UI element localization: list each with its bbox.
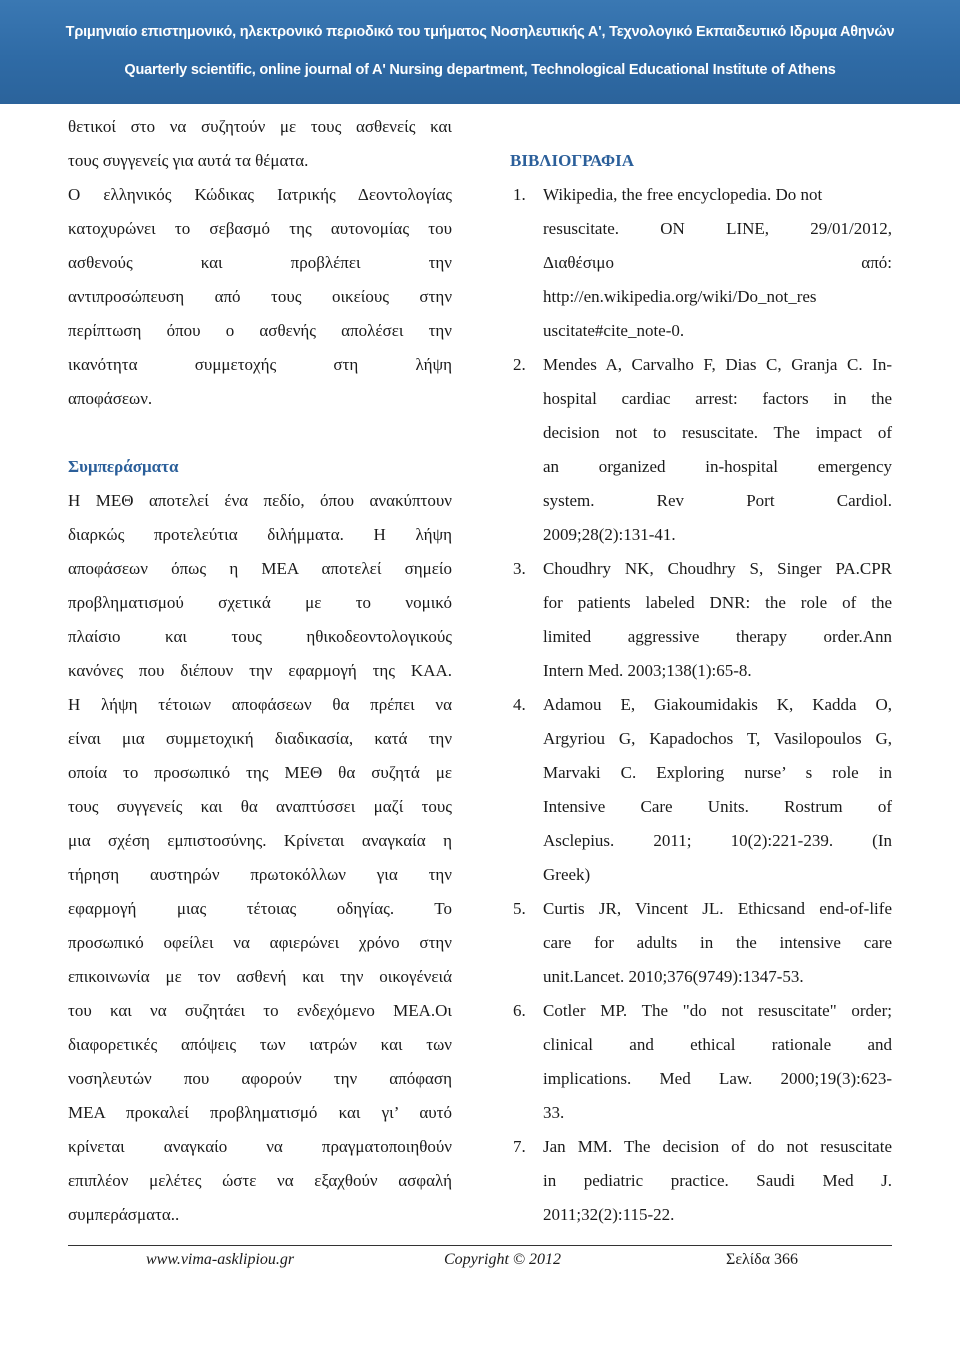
text-line: κατοχυρώνει το σεβασμό της αυτονομίας του — [68, 219, 452, 238]
text-line: ΜΕΑ προκαλεί προβληματισμό και γι’ αυτό — [68, 1103, 452, 1122]
text-line: εφαρμογή μιας τέτοιας οδηγίας. Το — [68, 899, 452, 918]
reference-number: 4. — [513, 695, 526, 714]
reference-line: Adamou E, Giakoumidakis K, Kadda O, — [543, 695, 892, 714]
text-line: Η λήψη τέτοιων αποφάσεων θα πρέπει να — [68, 695, 452, 714]
journal-title-greek: Τριμηνιαίο επιστημονικό, ηλεκτρονικό περιοδικό του τμήματος Νοσηλευτικής Α', Τεχνολογικό Εκπαιδευτικό Ιδρυμα Αθηνών — [65, 24, 895, 40]
reference-line: decision not to resuscitate. The impact of — [543, 423, 892, 442]
reference-line: for patients labeled DNR: the role of the — [543, 593, 892, 612]
footer-page-number: Σελίδα 366 — [726, 1251, 799, 1268]
journal-title-english: Quarterly scientific, online journal of A' Nursing department, Technological Educational Institute of Athens — [124, 62, 836, 78]
reference-line: 33. — [543, 1103, 565, 1122]
reference-item — [510, 348, 892, 552]
reference-line: Choudhry NK, Choudhry S, Singer PA.CPR — [543, 559, 892, 578]
text-line: ασθενούς και προβλέπει την — [68, 253, 452, 272]
reference-line: Cotler MP. The "do not resuscitate" order; — [543, 1001, 892, 1020]
text-line: προσωπικό οφείλει να αφιερώνει χρόνο στην — [68, 933, 452, 952]
text-line: επιπλέον μελέτες ώστε να εξαχθούν ασφαλή — [68, 1171, 452, 1190]
reference-line: system. Rev Port Cardiol. — [543, 491, 892, 510]
left-column — [68, 110, 452, 1232]
footer-website-link[interactable]: www.vima-asklipiou.gr — [146, 1251, 295, 1268]
text-line: τους συγγενείς για αυτά τα θέματα. — [68, 151, 309, 170]
reference-item — [510, 178, 892, 348]
reference-item — [510, 688, 892, 892]
right-column-bibliography — [510, 110, 892, 1232]
reference-line: Argyriou G, Kapadochos T, Vasilopoulos G, — [543, 729, 892, 748]
text-line: Ο ελληνικός Κώδικας Ιατρικής Δεοντολογίας — [68, 185, 452, 204]
reference-item — [510, 892, 892, 994]
text-line: τους συγγενείς και θα αναπτύσσει μαζί τους — [68, 797, 452, 816]
reference-item — [510, 994, 892, 1130]
text-line: περίπτωση όπου ο ασθενής απολέσει την — [68, 321, 452, 340]
reference-line: Curtis JR, Vincent JL. Ethicsand end-of-life — [543, 899, 892, 918]
section-heading-conclusions: Συμπεράσματα — [68, 457, 179, 476]
reference-line: limited aggressive therapy order.Ann — [543, 627, 892, 646]
reference-line: Διαθέσιμο από: — [543, 253, 892, 272]
reference-number: 5. — [513, 899, 526, 918]
reference-number: 1. — [513, 185, 526, 204]
reference-line: an organized in-hospital emergency — [543, 457, 892, 476]
footer-copyright: Copyright © 2012 — [444, 1251, 562, 1268]
reference-line: Wikipedia, the free encyclopedia. Do not — [543, 185, 823, 204]
reference-number: 2. — [513, 355, 526, 374]
reference-line: Asclepius. 2011; 10(2):221-239. (In — [543, 831, 892, 850]
text-line: επικοινωνία με τον ασθενή και την οικογένειά — [68, 967, 452, 986]
reference-line: unit.Lancet. 2010;376(9749):1347-53. — [543, 967, 804, 986]
bibliography-heading: ΒΙΒΛΙΟΓΡΑΦΙΑ — [510, 151, 635, 170]
text-line: τήρηση αυστηρών πρωτοκόλλων για την — [68, 865, 452, 884]
reference-number: 3. — [513, 559, 526, 578]
text-line: κανόνες που διέπουν την εφαρμογή της ΚΑΑ. — [68, 661, 452, 680]
reference-line: uscitate#cite_note-0. — [543, 321, 685, 340]
reference-line: 2011;32(2):115-22. — [543, 1205, 675, 1224]
reference-line: Marvaki C. Exploring nurse’ s role in — [543, 763, 892, 782]
text-line: του και να συζητάει το ενδεχόμενο ΜΕΑ.Οι — [68, 1001, 452, 1020]
text-line: είναι μια συμμετοχική διαδικασία, κατά την — [68, 729, 452, 748]
text-line: κρίνεται αναγκαίο να πραγματοποιηθούν — [68, 1137, 452, 1156]
reference-item — [510, 552, 892, 688]
reference-line: http://en.wikipedia.org/wiki/Do_not_res — [543, 287, 817, 306]
text-line: αντιπροσώπευση από τους οικείους στην — [68, 287, 452, 306]
text-line: αποφάσεων. — [68, 389, 153, 408]
reference-line: implications. Med Law. 2000;19(3):623- — [543, 1069, 892, 1088]
text-line: προβληματισμού σχετικά με το νομικό — [68, 593, 452, 612]
text-line: πλαίσιο και τους ηθικοδεοντολογικούς — [68, 627, 452, 646]
text-line: συμπεράσματα.. — [68, 1205, 180, 1224]
text-line: μια σχέση εμπιστοσύνης. Κρίνεται αναγκαία η — [68, 831, 452, 850]
text-line: διαρκώς προτελεύτια διλήμματα. Η λήψη — [68, 525, 452, 544]
reference-line: hospital cardiac arrest: factors in the — [543, 389, 892, 408]
reference-line: Greek) — [543, 865, 591, 884]
journal-header-banner — [0, 0, 960, 104]
reference-number: 6. — [513, 1001, 526, 1020]
text-line: θετικοί στο να συζητούν με τους ασθενείς και — [68, 117, 452, 136]
text-line: νοσηλευτών που αφορούν την απόφαση — [68, 1069, 452, 1088]
text-line: Η ΜΕΘ αποτελεί ένα πεδίο, όπου ανακύπτουν — [68, 491, 452, 510]
reference-item — [510, 1130, 892, 1232]
text-line: διαφορετικές απόψεις των ιατρών και των — [68, 1035, 452, 1054]
footer-divider — [68, 1245, 892, 1246]
reference-line: Intern Med. 2003;138(1):65-8. — [543, 661, 752, 680]
reference-line: resuscitate. ON LINE, 29/01/2012, — [543, 219, 892, 238]
reference-line: care for adults in the intensive care — [543, 933, 892, 952]
text-line: ικανότητα συμμετοχής στη λήψη — [68, 355, 452, 374]
reference-line: Jan MM. The decision of do not resuscitate — [543, 1137, 892, 1156]
text-line: αποφάσεων όπως η ΜΕΑ αποτελεί σημείο — [68, 559, 452, 578]
reference-line: in pediatric practice. Saudi Med J. — [543, 1171, 892, 1190]
reference-number: 7. — [513, 1137, 526, 1156]
reference-line: 2009;28(2):131-41. — [543, 525, 676, 544]
text-line: οποία το προσωπικό της ΜΕΘ θα συζητά με — [68, 763, 452, 782]
reference-line: clinical and ethical rationale and — [543, 1035, 892, 1054]
reference-line: Mendes A, Carvalho F, Dias C, Granja C. In- — [543, 355, 892, 374]
reference-line: Intensive Care Units. Rostrum of — [543, 797, 892, 816]
